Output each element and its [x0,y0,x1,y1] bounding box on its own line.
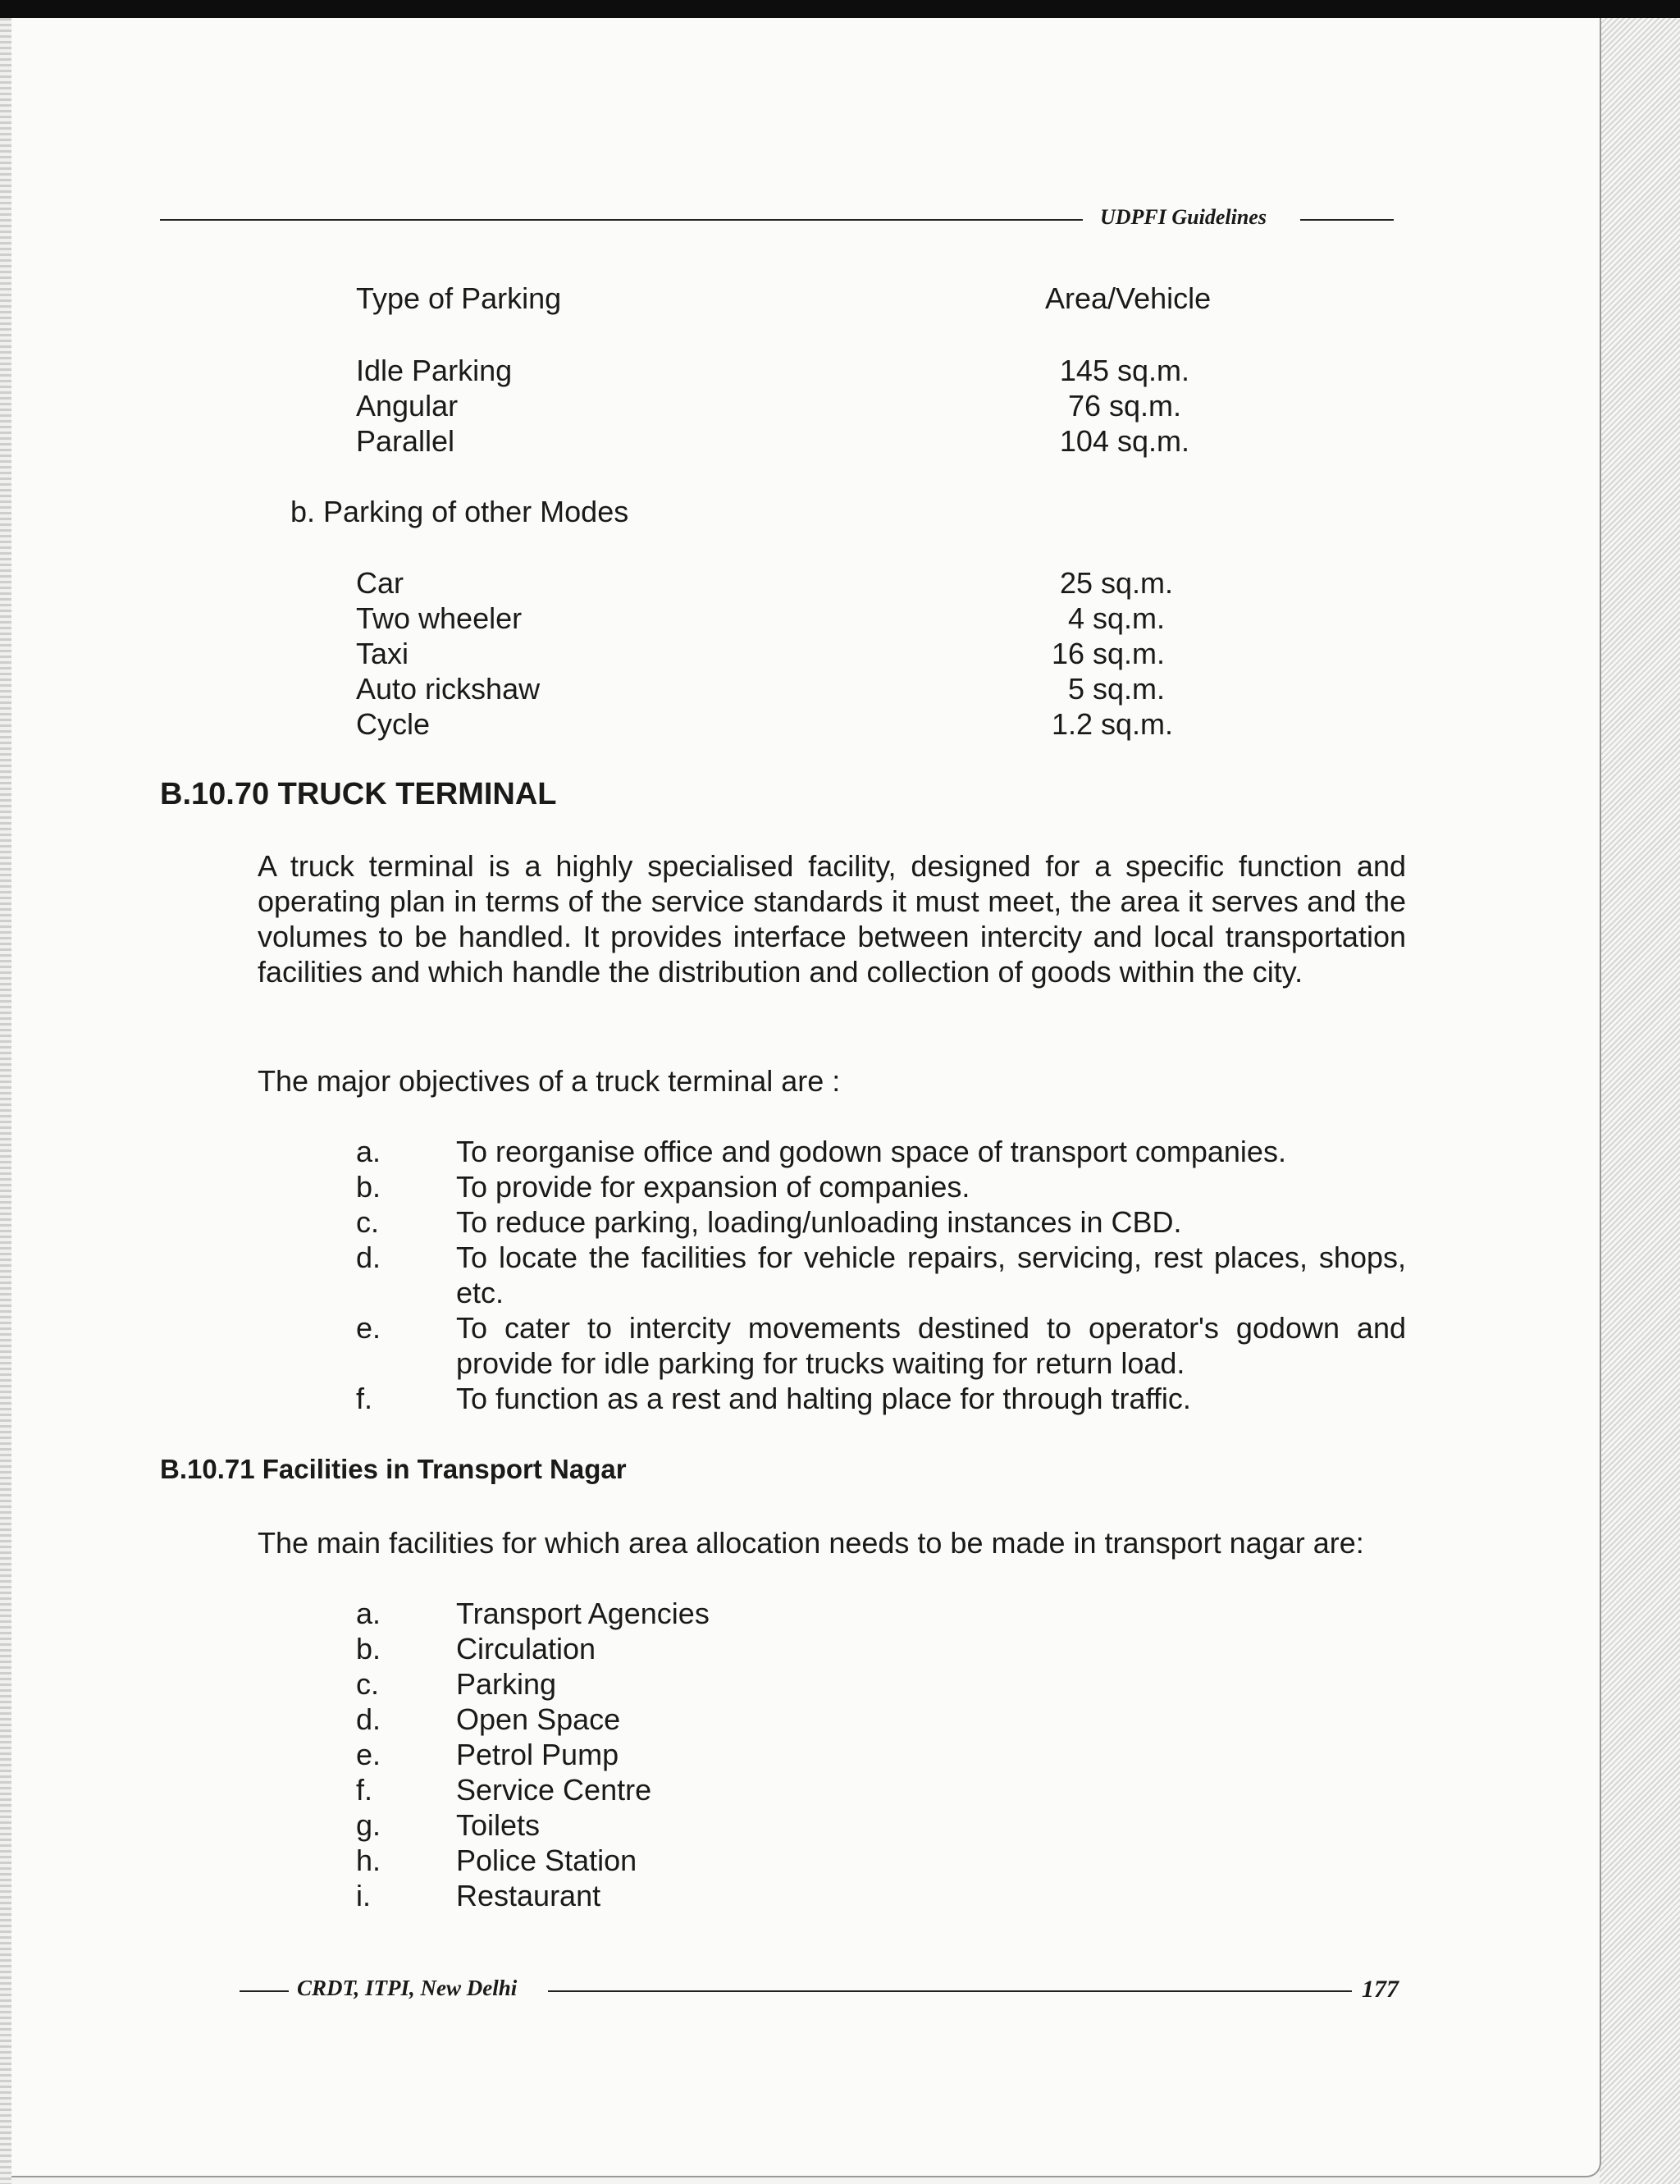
page-number: 177 [1362,1976,1399,2003]
table-col-area-header: Area/Vehicle [1045,281,1212,315]
list-item-text: Open Space [456,1702,621,1736]
list-item-letter: b. [356,1632,381,1665]
footer-rule-left [240,1990,289,1992]
list-item-text: Circulation [456,1632,596,1665]
header-rule-right [1300,219,1394,221]
table-cell-area: 76 sq.m. [1067,389,1181,423]
scan-left-edge [0,18,11,2184]
list-item-text: To cater to intercity movements destined to operator's godown and provide for idle parking for trucks waiting for return load. [456,1311,1406,1380]
table-cell-type: Angular [356,389,459,423]
table-cell-type: Parallel [356,424,455,458]
list-item-text: Transport Agencies [456,1597,710,1630]
facilities-list [11,1596,1422,1916]
header-title: UDPFI Guidelines [1100,205,1267,229]
header-rule-left [160,219,1083,221]
list-item-text: To reorganise office and godown space of transport companies. [456,1135,1286,1168]
section-paragraph: A truck terminal is a highly specialised facility, designed for a specific function and operating plan in terms of the service standards it must meet, the area it serves and the volumes to be handled. It provides interface between intercity and local transportation facilities and which handle the distribution and collection of goods within the city. [258,849,1406,989]
table-cell-type: Idle Parking [356,354,513,387]
table-cell-area: 145 sq.m. [1059,354,1189,387]
list-item-letter: e. [356,1311,381,1345]
objectives-intro: The major objectives of a truck terminal are : [258,1064,841,1098]
list-item-letter: f. [356,1773,373,1807]
list-item-text: To function as a rest and halting place for through traffic. [456,1382,1191,1415]
table-cell-area: 1.2 sq.m. [1051,707,1173,741]
list-item-text: Parking [456,1667,557,1701]
list-item-letter: d. [356,1240,381,1274]
subsection-heading: b. Parking of other Modes [290,495,629,528]
list-item-text: Police Station [456,1844,637,1877]
table-cell-area: 5 sq.m. [1067,672,1165,706]
document-page [11,18,1601,2177]
list-item-text: Restaurant [456,1879,601,1912]
table-cell-type: Cycle [356,707,431,741]
table-cell-area: 4 sq.m. [1067,601,1165,635]
table-cell-area: 104 sq.m. [1059,424,1189,458]
table-col-type-header: Type of Parking [356,281,562,315]
list-item-letter: h. [356,1844,381,1877]
table-cell-type: Taxi [356,637,409,670]
list-item-letter: d. [356,1702,381,1736]
list-item-text: Petrol Pump [456,1738,619,1771]
facilities-intro: The main facilities for which area allocation needs to be made in transport nagar are: [258,1526,1364,1560]
list-item-letter: a. [356,1135,381,1168]
list-item-text: Service Centre [456,1773,652,1807]
list-item-letter: g. [356,1808,381,1842]
section-heading: B.10.70 TRUCK TERMINAL [160,777,557,811]
footer-rule-right [548,1990,1352,1992]
list-item-letter: a. [356,1597,381,1630]
list-item-letter: b. [356,1170,381,1204]
objectives-list [11,1134,1422,1429]
scan-top-border [0,0,1680,18]
list-item-letter: i. [356,1879,371,1912]
table-cell-area: 16 sq.m. [1051,637,1165,670]
list-item-text: To provide for expansion of companies. [456,1170,970,1204]
footer-source: CRDT, ITPI, New Delhi [297,1976,518,2000]
list-item-text: Toilets [456,1808,541,1842]
list-item-text: To locate the facilities for vehicle repairs, servicing, rest places, shops, etc. [456,1240,1406,1309]
list-item-letter: e. [356,1738,381,1771]
table-cell-area: 25 sq.m. [1059,566,1173,600]
table-cell-type: Auto rickshaw [356,672,541,706]
list-item-letter: f. [356,1382,373,1415]
list-item-letter: c. [356,1205,380,1239]
list-item-text: To reduce parking, loading/unloading instances in CBD. [456,1205,1182,1239]
table-cell-type: Car [356,566,404,600]
table-cell-type: Two wheeler [356,601,523,635]
scan-right-edge [1600,18,1680,2184]
list-item-letter: c. [356,1667,380,1701]
subsection-heading-facilities: B.10.71 Facilities in Transport Nagar [160,1454,627,1484]
